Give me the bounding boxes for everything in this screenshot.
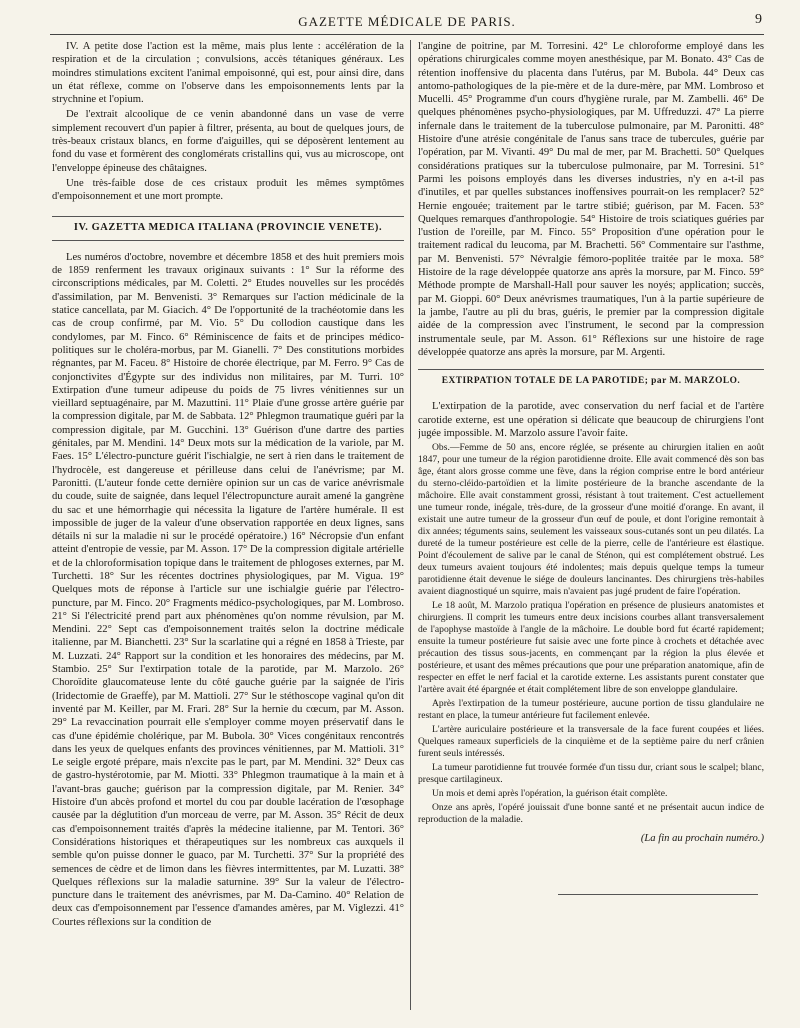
left-column	[52, 40, 404, 1020]
paragraph: Obs.—Femme de 50 ans, encore réglée, se présente au chirurgien italien en août 1847, pour une tumeur de la région parotidienne droite. Elle avait commencé dès son bas âge, étant alors grosse comme une fève, dans la région comprise entre le bord antérieur du sterno-cléido-partoïdien et la limite postérieure de la branche ascendante de la mâchoire. Elle avait constamment grossi, résistant à tout traitement. C'est actuellement une tumeur ronde, inégale, très-dure, de la grosseur d'une moitié d'orange. En avant, il existait une autre tumeur de la grosseur d'un œuf de poule, et dont l'origine remontait à dix années; téguments sains, seulement les vaisseaux sous-cutanés sont un peu dilatés. La dureté de la tumeur postérieure est celle de la pierre, celle de l'antérieure est élastique. Point d'écoulement de salive par le canal de Sténon, qui est complétement obstrué. Les deux tumeurs avaient toujours été indolentes; mais depuis quelque temps la tumeur parotidienne était devenue le siége de douleurs lancinantes. Des chirurgiens très-habiles avaient diagnostiqué un squirre, mais n'avaient pas jugé prudent de faire l'opération.	[418, 442, 764, 598]
paragraph: IV. A petite dose l'action est la même, mais plus lente : accélération de la respiration et de la circulation ; convulsions, accès tétaniques généraux. Les moindres stimulations excitent l'animal empoisonné, qui est, pour ainsi dire, dans un état réflexe, comme on l'observe dans les empoisonnements lents par la strychnine et l'opium.	[52, 41, 404, 106]
paragraph: Le 18 août, M. Marzolo pratiqua l'opération en présence de plusieurs anatomistes et chirurgiens. Il comprit les tumeurs entre deux incisions courbes allant transversalement de l'apophyse mastoïde à l'angle de la mâchoire. Le double bord fut écarté rapidement; ensuite la tumeur postérieure fut saisie avec une forte pince à crochets et détachée avec précaution des tissus sous-jacents, en commençant par la région la plus élevée et postérieure, et usant des mêmes précautions que pour une préparation anatomique, afin de respecter en effet le nerf facial et la carotide externe. Les assistants purent constater que l'artère avait été épargnée et était complétement libre de son enveloppe glandulaire.	[418, 600, 764, 696]
page-number: 9	[755, 12, 762, 27]
paragraph: Onze ans après, l'opéré jouissait d'une bonne santé et ne présentait aucun indice de reproduction de la maladie.	[418, 802, 764, 826]
paragraph: Après l'extirpation de la tumeur postérieure, aucune portion de tissu glandulaire ne restant en place, la tumeur antérieure fut facilement enlevée.	[418, 698, 764, 722]
paragraph: Les numéros d'octobre, novembre et décembre 1858 et des huit premiers mois de 1859 renferment les travaux originaux suivants : 1° Sur la réforme des circonscriptions médicales, par M. Coletti. 2° Etudes nouvelles sur les procédés d'assimilation, par M. Benvenisti. 3° Remarques sur l'action médicinale de la statice cancellata, par M. Giacich. 4° De l'opportunité de la trachéotomie dans les cas de croup confirmé, par M. Vio. 5° Du collodion caustique dans les condylomes, par M. Finco. 6° Réminiscence de faits et de principes médico-politiques sur le choléra-morbus, par M. Gianelli. 7° Des constitutions morbides régnantes, par M. Faceu. 8° Histoire de chorée électrique, par M. Ferro. 9° Cas de conjonctivites d'Égypte sur des individus non militaires, par M. Turri. 10° Extirpation d'une tumeur adipeuse du poids de 75 livres vénitiennes sur un vieillard septuagénaire, par M. Mazuttini. 11° Plaie d'une grosse artère guérie par la compression digitale, par M. de Sabbata. 12° Phlegmon traumatique guéri par la compression digitale, par M. Gucchini. 13° Guérison d'une dartre des parties génitales, par M. Mendini. 14° Deux mots sur la médication de la variole, par M. Faes. 15° L'électro-puncture guérit l'ischialgie, ne sert à rien dans le traitement de l'hydrocèle, est dangereuse et périlleuse dans celui de l'anévrisme; par M. Paronitti. (L'auteur fonde cette dernière opinion sur un cas de varice anévrismale du coude, suite de saignée, dans lequel l'électropuncture aurait amené la gangrène du sac et une hémorrhagie qui nécessita la ligature de l'artère humérale. Il est impossible de juger de la valeur d'une observation rapportée en deux lignes, sans détails ni sur la maladie ni sur le procédé opératoire.) 16° Nécropsie d'un enfant atteint d'entropie de vessie, par M. Asson. 17° De la compression digitale artérielle et de la chloroformisation topique dans le traitement de phlogoses externes, par M. Turchetti. 18° Sur les récentes doctrines physiologiques, par M. Vigua. 19° Quelques mots de réponse à l'article sur une ischialgie guérie par l'électro-puncture, par M. Finco. 20° Fragments médico-psychologiques, par M. Lombroso. 21° Si l'électricité prend part aux phénomènes qu'on nomme révulsion, par M. Mendini. 22° Sept cas d'empoisonnement traités selon la doctrine médicale italienne, par M. Bianchetti. 23° Sur la scarlatine qui a régné en 1858 à Trieste, par M. Luzzati. 24° Rapport sur la condition et les honoraires des médecins, par M. Stambio. 25° Sur l'extirpation totale de la parotide, par M. Marzolo. 26° Choroïdite glaucomateuse lente du côté gauche guérie par la saignée de l'iris (Iridectomie de Graeffe), par M. Mattioli. 27° Sur le stéthoscope vaginal qu'on dit inventé par M. Keiller, par M. Frari. 28° Sur la hernie du cœcum, par M. Asson. 29° La revaccination pourrait elle s'employer comme moyen préservatif dans le cas d'une épidémie cholérique, par M. Bubola. 30° Vices congénitaux rencontrés dans les yeux de quelques enfants des provinces vénitiennes, par M. Mattioli. 31° Le seigle ergoté prépare, mais n'excite pas le part, par M. Mendini. 32° Deux cas de gastro-hystérotomie, par M. Miotti. 33° Phlegmon traumatique à la main et à l'avant-bras gauche; guérison par la compression digitale, par M. Renier. 34° Histoire d'un abcès profond et mortel du cou par double lacération de l'œsophage causée par la déglutition d'un morceau de verre, par M. Asson. 35° Récit de deux cas d'empoisonnement traités d'après la médecine italienne, par M. Tentori. 36° Considérations historiques et thérapeutiques sur les nombreux cas auxquels il semble qu'on puisse donner le guaco, par M. Turchetti. 37° Sur la propriété des semences de cèdre et de limon dans les fièvres intermittentes, par M. Luzatti. 38° Quelques réflexions sur la maladie saturnine. 39° Sur la valeur de l'électro-puncture dans le traitement des anévrismes, par M. Da-Camino. 40° Relation de deux cas d'empoisonnement par l'essence d'amandes amères, par M. Viglezzi. 41° Courtes réflexions sur la condition de	[52, 251, 404, 928]
section-title: IV. GAZETTA MEDICA ITALIANA (PROVINCIE VENETE).	[52, 216, 404, 241]
paragraph: De l'extrait alcoolique de ce venin abandonné dans un vase de verre simplement recouvert d'un papier à filtrer, présenta, au bout de quelques jours, de très-beaux cristaux blancs, en forme d'aiguilles, qui se déposèrent lentement au fond du vase et formèrent des conglomérats cristallins qui, vus au microscope, ont l'enveloppe épineuse des châtaignes.	[52, 109, 404, 174]
paragraph: l'angine de poitrine, par M. Torresini. 42° Le chloroforme employé dans les opérations chirurgicales comme moyen anesthésique, par M. Bonato. 43° Cas de rétention inoffensive du placenta dans l'utérus, par M. Bubola. 44° Deux cas antomo-pathologiques de la pie-mère et de la dure-mère, par MM. Lombroso et Mucelli. 45° Programme d'un cours d'hygiène rurale, par M. Zambelli. 46° De quelques phénomènes psycho-physiologiques, par M. Uffreduzzi. 47° La pierre infernale dans le traitement de la tuberculose pulmonaire, par M. Paronitti. 48° Histoire d'une atrésie congénitale de l'anus sans trace de tubercules, guérie par l'opération, par M. Vivanti. 49° Du mal de mer, par M. Brachetti. 50° Quelques considérations pratiques sur la tuberculose pulmonaire, par M. Torresini. 51° Parmi les poisons employés dans les diverses industries, n'y en a-t-il pas d'inutiles, et par quelles substances inoffensives pourrait-on les remplacer? 52° Hernie engouée; traitement par le tartre stibié; guérison, par M. Facen. 53° Quelques remarques d'anthropologie. 54° Histoire de trois sciatiques guéries par l'ustion de l'oreille, par M. Finco. 55° Proposition d'une opération pour le traitement radical du leucoma, par M. Brachetti. 56° Commentaire sur l'asthme, par M. Benvenisti. 57° Névralgie fémoro-poplitée traitée par le moxa. 58° Histoire de la rage développée quatorze ans après la morsure, par M. Finco. 59° Méthode prompte de Marshall-Hall pour sauver les noyés; application; succès, par M. Gioppi. 60° Deux anévrismes traumatiques, l'un à la partie supérieure de la jambe, l'autre au pli du bras, guéris, le premier par la compression digitale aidée de la compression avec l'instrument, le second par la compression instrumentale seule, par M. Asson. 61° Réflexions sur une histoire de rage développée quatorze ans après la morsure, par M. Argenti.	[418, 41, 764, 358]
continuation-note: (La fin au prochain numéro.)	[640, 833, 764, 845]
end-rule	[558, 894, 758, 895]
paragraph: L'extirpation de la parotide, avec conservation du nerf facial et de l'artère carotide externe, est une opération si délicate que beaucoup de chirurgiens l'ont jugée impossible. M. Marzolo assure l'avoir faite.	[418, 401, 764, 440]
section-title: EXTIRPATION TOTALE DE LA PAROTIDE; par M. MARZOLO.	[418, 369, 764, 392]
paragraph: Une très-faible dose de ces cristaux produit les mêmes symptômes d'empoisonnement et une mort prompte.	[52, 177, 404, 203]
paragraph: Un mois et demi après l'opération, la guérison était complète.	[432, 788, 668, 800]
right-column	[418, 40, 764, 1020]
paragraph: La tumeur parotidienne fut trouvée formée d'un tissu dur, criant sous le scalpel; blanc, presque cartilagineux.	[418, 762, 764, 786]
paragraph: L'artère auriculaire postérieure et la transversale de la face furent coupées et liées. Quelques rameaux superficiels de la cinquième et de la septième paire du nerf crânien furent seuls intéressés.	[418, 724, 764, 760]
page-header	[50, 12, 764, 35]
running-head: GAZETTE MÉDICALE DE PARIS.	[298, 14, 516, 29]
end-rule-block	[418, 848, 764, 908]
column-divider	[410, 40, 411, 1010]
